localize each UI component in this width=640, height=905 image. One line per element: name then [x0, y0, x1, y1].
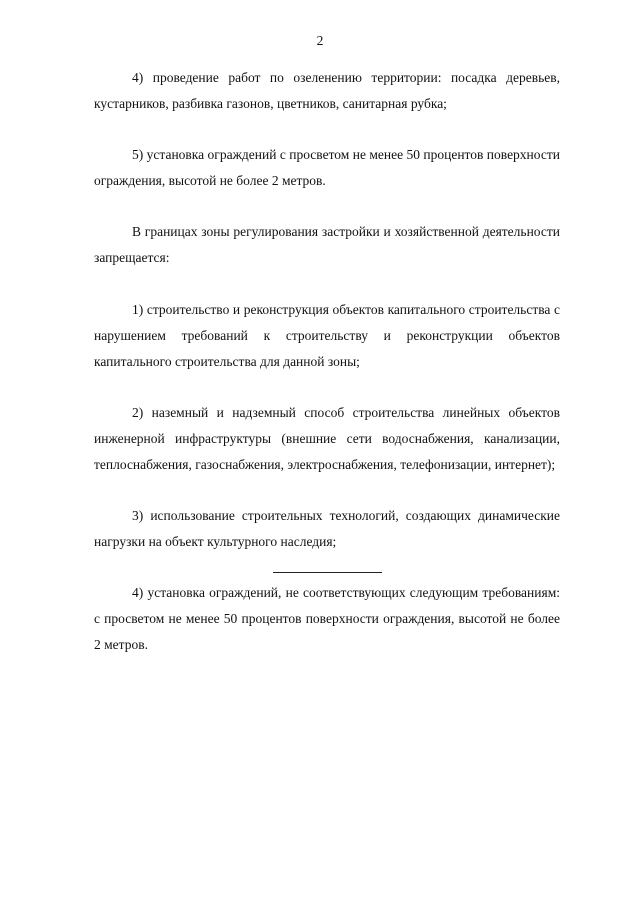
- paragraph-item-4-landscaping: 4) проведение работ по озеленению территории: посадка деревьев, кустарников, разбивка газонов, цветников, санитарная рубка;: [94, 70, 560, 111]
- end-of-text-rule: [273, 572, 382, 573]
- paragraph-prohibition-3-technologies: 3) использование строительных технологий, создающих динамические нагрузки на объект культурного наследия;: [94, 508, 560, 549]
- document-body: [94, 65, 560, 683]
- paragraph-prohibition-2-linear-objects: 2) наземный и надземный способ строительства линейных объектов инженерной инфраструктуры (внешние сети водоснабжения, канализации, теплоснабжения, газоснабжения, электроснабжения, телефонизации, интернет);: [94, 405, 560, 472]
- paragraph-prohibition-1-construction: 1) строительство и реконструкция объектов капитального строительства с нарушением требований к строительству и реконструкции объектов капитального строительства для данной зоны;: [94, 302, 560, 369]
- page-number: 2: [316, 33, 324, 48]
- paragraph-regulation-zone-intro: В границах зоны регулирования застройки и хозяйственной деятельности запрещается:: [94, 224, 560, 265]
- paragraph-prohibition-4-fences: 4) установка ограждений, не соответствующих следующим требованиям: с просветом не менее 50 процентов поверхности ограждения, высотой не более 2 метров.: [94, 585, 560, 652]
- paragraph-item-5-fences: 5) установка ограждений с просветом не менее 50 процентов поверхности ограждения, высотой не более 2 метров.: [94, 147, 560, 188]
